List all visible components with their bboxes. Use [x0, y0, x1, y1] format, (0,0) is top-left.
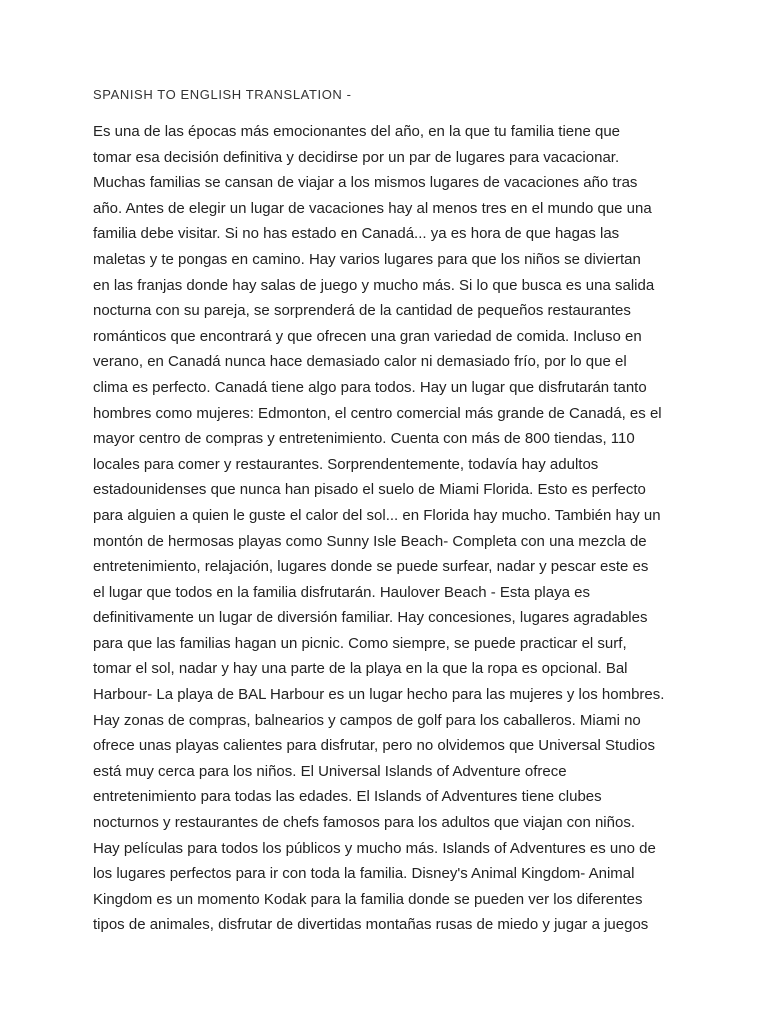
body-line: nocturnos y restaurantes de chefs famosos para los adultos que viajan con niños.	[93, 814, 635, 832]
body-line: Es una de las épocas más emocionantes del año, en la que tu familia tiene que	[93, 123, 621, 140]
body-line: locales para comer y restaurantes. Sorprendentemente, todavía hay adultos	[93, 455, 599, 473]
body-line: tipos de animales, disfrutar de divertidas montañas rusas de miedo y jugar a juegos	[93, 916, 649, 934]
document-body	[93, 119, 683, 938]
body-line: el lugar que todos en la familia disfrutarán. Haulover Beach - Esta playa es	[93, 583, 590, 601]
document-heading: SPANISH TO ENGLISH TRANSLATION -	[93, 87, 352, 102]
body-line: hombres como mujeres: Edmonton, el centro comercial más grande de Canadá, es el	[93, 404, 662, 422]
body-line: clima es perfecto. Canadá tiene algo para todos. Hay un lugar que disfrutarán tanto	[93, 378, 647, 396]
body-line: románticos que encontrará y que ofrecen una gran variedad de comida. Incluso en	[93, 327, 642, 345]
body-line: estadounidenses que nunca han pisado el suelo de Miami Florida. Esto es perfecto	[93, 481, 646, 499]
body-line: definitivamente un lugar de diversión familiar. Hay concesiones, lugares agradables	[93, 609, 648, 627]
body-line: Hay películas para todos los públicos y mucho más. Islands of Adventures es uno de	[93, 839, 656, 857]
body-line: Harbour- La playa de BAL Harbour es un lugar hecho para las mujeres y los hombres.	[93, 686, 665, 704]
body-line: mayor centro de compras y entretenimiento. Cuenta con más de 800 tiendas, 110	[93, 430, 635, 448]
body-line: Kingdom es un momento Kodak para la familia donde se pueden ver los diferentes	[93, 890, 643, 908]
body-line: familia debe visitar. Si no has estado en Canadá... ya es hora de que hagas las	[93, 225, 620, 243]
body-line: verano, en Canadá nunca hace demasiado calor ni demasiado frío, por lo que el	[93, 353, 627, 371]
body-line: montón de hermosas playas como Sunny Isle Beach- Completa con una mezcla de	[93, 532, 647, 550]
body-line: Hay zonas de compras, balnearios y campos de golf para los caballeros. Miami no	[93, 711, 641, 729]
body-line: Muchas familias se cansan de viajar a los mismos lugares de vacaciones año tras	[93, 174, 638, 192]
body-line: para alguien a quien le guste el calor del sol... en Florida hay mucho. También hay un	[93, 506, 661, 524]
body-line: maletas y te pongas en camino. Hay varios lugares para que los niños se diviertan	[93, 250, 641, 268]
body-line: está muy cerca para los niños. El Universal Islands of Adventure ofrece	[93, 762, 567, 780]
body-line: nocturna con su pareja, se sorprenderá de la cantidad de pequeños restaurantes	[93, 302, 631, 320]
body-line: entretenimiento, relajación, lugares donde se puede surfear, nadar y pescar este es	[93, 558, 649, 576]
body-line: entretenimiento para todas las edades. El Islands of Adventures tiene clubes	[93, 788, 602, 806]
body-line: para que las familias hagan un picnic. Como siempre, se puede practicar el surf,	[93, 634, 627, 652]
body-line: tomar el sol, nadar y hay una parte de la playa en la que la ropa es opcional. Bal	[93, 660, 628, 678]
body-line: ofrece unas playas calientes para disfrutar, pero no olvidemos que Universal Studios	[93, 737, 655, 755]
body-line: tomar esa decisión definitiva y decidirse por un par de lugares para vacacionar.	[93, 148, 620, 166]
body-line: año. Antes de elegir un lugar de vacaciones hay al menos tres en el mundo que una	[93, 199, 652, 217]
body-line: los lugares perfectos para ir con toda la familia. Disney's Animal Kingdom- Animal	[93, 865, 635, 883]
body-line: en las franjas donde hay salas de juego y mucho más. Si lo que busca es una salida	[93, 276, 655, 294]
